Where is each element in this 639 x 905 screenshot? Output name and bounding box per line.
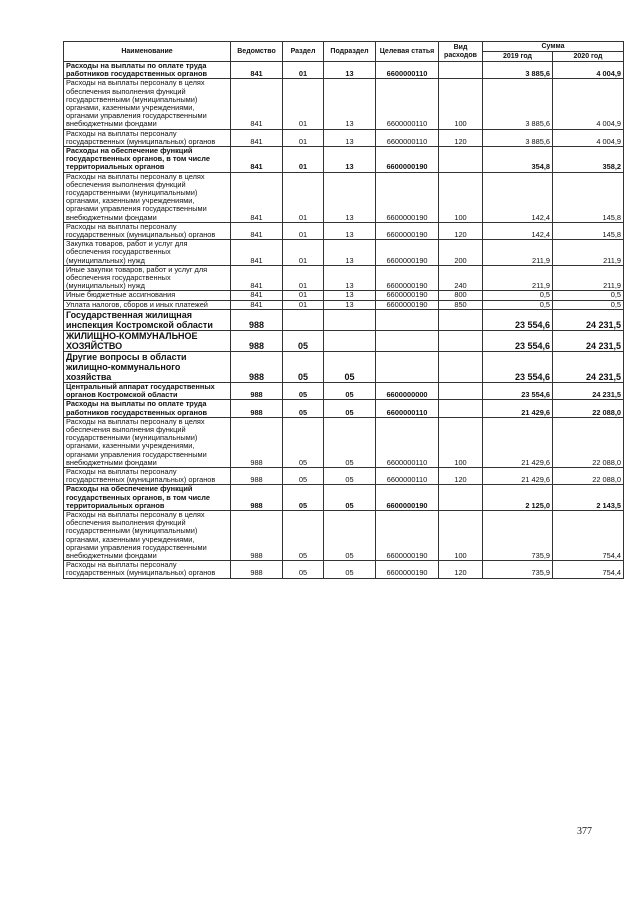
table-row (64, 265, 624, 291)
header-section: Раздел (283, 42, 324, 62)
row-article: 6600000190 (376, 510, 439, 560)
table-row (64, 309, 624, 330)
table-row (64, 417, 624, 467)
row-kind: 100 (439, 79, 483, 129)
row-dept: 988 (231, 330, 283, 351)
row-article: 6600000190 (376, 172, 439, 222)
row-article: 6600000190 (376, 147, 439, 173)
row-sum-2019: 21 429,6 (483, 400, 553, 417)
row-section: 01 (283, 222, 324, 239)
row-section: 05 (283, 485, 324, 511)
row-article: 6600000190 (376, 265, 439, 291)
row-kind: 120 (439, 467, 483, 484)
row-kind (439, 330, 483, 351)
row-kind: 100 (439, 172, 483, 222)
row-sum-2019: 3 885,6 (483, 79, 553, 129)
row-sum-2020: 4 004,9 (553, 79, 624, 129)
row-name: Расходы на выплаты персоналу в целях обеспечения выполнения функций государственными (муниципальными) органами, казенными учреждениями, органами управления государственными внебюджетными фондами (64, 510, 231, 560)
row-sum-2020: 145,8 (553, 222, 624, 239)
row-subsection: 05 (324, 467, 376, 484)
row-dept: 988 (231, 400, 283, 417)
table-row (64, 79, 624, 129)
row-subsection: 05 (324, 561, 376, 578)
header-subsection: Подраздел (324, 42, 376, 62)
row-dept: 988 (231, 467, 283, 484)
row-section: 05 (283, 330, 324, 351)
row-subsection: 13 (324, 240, 376, 266)
row-subsection (324, 309, 376, 330)
row-dept: 988 (231, 309, 283, 330)
row-section: 01 (283, 300, 324, 309)
row-section: 01 (283, 129, 324, 146)
row-name: ЖИЛИЩНО-КОММУНАЛЬНОЕ ХОЗЯЙСТВО (64, 330, 231, 351)
row-section: 01 (283, 147, 324, 173)
row-sum-2020: 2 143,5 (553, 485, 624, 511)
row-sum-2020: 211,9 (553, 265, 624, 291)
row-article: 6600000000 (376, 382, 439, 399)
row-sum-2020: 24 231,5 (553, 330, 624, 351)
row-dept: 841 (231, 147, 283, 173)
row-sum-2019: 3 885,6 (483, 62, 553, 79)
row-sum-2019: 21 429,6 (483, 467, 553, 484)
row-section: 05 (283, 382, 324, 399)
row-subsection (324, 330, 376, 351)
row-name: Расходы на выплаты персоналу в целях обеспечения выполнения функций государственными (муниципальными) органами, казенными учреждениями, органами управления государственными внебюджетными фондами (64, 172, 231, 222)
row-kind: 120 (439, 561, 483, 578)
row-section: 01 (283, 172, 324, 222)
row-sum-2019: 2 125,0 (483, 485, 553, 511)
row-kind (439, 400, 483, 417)
row-name: Расходы на выплаты персоналу в целях обеспечения выполнения функций государственными (муниципальными) органами, казенными учреждениями, органами управления государственными внебюджетными фондами (64, 417, 231, 467)
table-row (64, 147, 624, 173)
row-article: 6600000110 (376, 417, 439, 467)
row-subsection: 05 (324, 417, 376, 467)
row-subsection: 13 (324, 129, 376, 146)
row-kind: 100 (439, 417, 483, 467)
row-sum-2019: 21 429,6 (483, 417, 553, 467)
row-sum-2020: 0,5 (553, 291, 624, 300)
row-article: 6600000190 (376, 561, 439, 578)
row-subsection: 05 (324, 400, 376, 417)
row-name: Центральный аппарат государственных органов Костромской области (64, 382, 231, 399)
row-sum-2019: 23 554,6 (483, 351, 553, 382)
row-sum-2019: 0,5 (483, 291, 553, 300)
row-section: 05 (283, 467, 324, 484)
row-dept: 841 (231, 172, 283, 222)
row-sum-2020: 22 088,0 (553, 467, 624, 484)
row-sum-2020: 211,9 (553, 240, 624, 266)
row-name: Другие вопросы в области жилищно-коммунального хозяйства (64, 351, 231, 382)
row-name: Расходы на обеспечение функций государственных органов, в том числе территориальных органов (64, 485, 231, 511)
row-dept: 988 (231, 561, 283, 578)
row-section: 01 (283, 265, 324, 291)
row-section: 01 (283, 240, 324, 266)
row-kind: 200 (439, 240, 483, 266)
row-sum-2019: 23 554,6 (483, 382, 553, 399)
row-subsection: 13 (324, 79, 376, 129)
row-sum-2019: 0,5 (483, 300, 553, 309)
table-header (64, 42, 624, 62)
row-sum-2019: 354,8 (483, 147, 553, 173)
row-section: 05 (283, 561, 324, 578)
row-dept: 988 (231, 485, 283, 511)
table-row (64, 172, 624, 222)
row-name: Уплата налогов, сборов и иных платежей (64, 300, 231, 309)
header-name: Наименование (64, 42, 231, 62)
row-sum-2020: 145,8 (553, 172, 624, 222)
row-sum-2020: 4 004,9 (553, 62, 624, 79)
row-subsection: 05 (324, 485, 376, 511)
row-dept: 841 (231, 265, 283, 291)
table-row (64, 382, 624, 399)
row-dept: 988 (231, 382, 283, 399)
table-row (64, 222, 624, 239)
row-dept: 841 (231, 300, 283, 309)
row-name: Закупка товаров, работ и услуг для обеспечения государственных (муниципальных) нужд (64, 240, 231, 266)
row-sum-2019: 142,4 (483, 172, 553, 222)
row-sum-2020: 24 231,5 (553, 309, 624, 330)
row-sum-2020: 22 088,0 (553, 400, 624, 417)
row-name: Расходы на выплаты персоналу государственных (муниципальных) органов (64, 467, 231, 484)
row-name: Иные бюджетные ассигнования (64, 291, 231, 300)
row-article (376, 309, 439, 330)
row-section: 05 (283, 351, 324, 382)
row-name: Расходы на обеспечение функций государственных органов, в том числе территориальных органов (64, 147, 231, 173)
row-article (376, 330, 439, 351)
row-sum-2019: 735,9 (483, 561, 553, 578)
table-row (64, 510, 624, 560)
row-sum-2019: 142,4 (483, 222, 553, 239)
row-kind (439, 309, 483, 330)
row-section: 01 (283, 62, 324, 79)
header-sum: Сумма (483, 42, 624, 52)
row-kind: 850 (439, 300, 483, 309)
row-dept: 841 (231, 291, 283, 300)
row-section: 01 (283, 291, 324, 300)
row-subsection: 13 (324, 291, 376, 300)
row-sum-2019: 735,9 (483, 510, 553, 560)
row-section: 05 (283, 400, 324, 417)
table-row (64, 330, 624, 351)
row-article: 6600000190 (376, 222, 439, 239)
row-subsection: 13 (324, 300, 376, 309)
row-sum-2019: 3 885,6 (483, 129, 553, 146)
row-sum-2020: 358,2 (553, 147, 624, 173)
table-row (64, 62, 624, 79)
row-kind (439, 382, 483, 399)
table-row (64, 561, 624, 578)
row-sum-2019: 211,9 (483, 240, 553, 266)
table-row (64, 240, 624, 266)
row-name: Расходы на выплаты персоналу государственных (муниципальных) органов (64, 222, 231, 239)
row-sum-2019: 23 554,6 (483, 330, 553, 351)
row-section: 01 (283, 79, 324, 129)
row-article: 6600000190 (376, 240, 439, 266)
row-dept: 841 (231, 79, 283, 129)
row-section: 05 (283, 510, 324, 560)
row-sum-2020: 4 004,9 (553, 129, 624, 146)
row-article: 6600000110 (376, 79, 439, 129)
row-kind: 800 (439, 291, 483, 300)
row-name: Расходы на выплаты персоналу в целях обеспечения выполнения функций государственными (муниципальными) органами, казенными учреждениями, органами управления государственными внебюджетными фондами (64, 79, 231, 129)
row-dept: 841 (231, 240, 283, 266)
row-sum-2020: 754,4 (553, 561, 624, 578)
row-sum-2019: 23 554,6 (483, 309, 553, 330)
row-sum-2020: 754,4 (553, 510, 624, 560)
row-name: Расходы на выплаты персоналу государственных (муниципальных) органов (64, 129, 231, 146)
row-subsection: 05 (324, 351, 376, 382)
row-article: 6600000190 (376, 485, 439, 511)
row-kind (439, 485, 483, 511)
row-sum-2020: 22 088,0 (553, 417, 624, 467)
row-sum-2020: 24 231,5 (553, 382, 624, 399)
table-row (64, 485, 624, 511)
row-subsection: 13 (324, 62, 376, 79)
row-section (283, 309, 324, 330)
row-sum-2020: 0,5 (553, 300, 624, 309)
row-subsection: 05 (324, 510, 376, 560)
row-article: 6600000190 (376, 291, 439, 300)
row-article: 6600000110 (376, 129, 439, 146)
row-sum-2020: 24 231,5 (553, 351, 624, 382)
row-kind (439, 62, 483, 79)
row-article: 6600000110 (376, 467, 439, 484)
header-article: Целевая статья (376, 42, 439, 62)
row-kind: 240 (439, 265, 483, 291)
row-article: 6600000190 (376, 300, 439, 309)
row-dept: 841 (231, 129, 283, 146)
row-dept: 988 (231, 510, 283, 560)
row-article: 6600000110 (376, 62, 439, 79)
table-body (64, 62, 624, 579)
table-row (64, 300, 624, 309)
table-row (64, 467, 624, 484)
row-kind: 100 (439, 510, 483, 560)
row-sum-2019: 211,9 (483, 265, 553, 291)
row-section: 05 (283, 417, 324, 467)
row-name: Расходы на выплаты персоналу государственных (муниципальных) органов (64, 561, 231, 578)
row-name: Государственная жилищная инспекция Костромской области (64, 309, 231, 330)
table-row (64, 400, 624, 417)
row-dept: 988 (231, 351, 283, 382)
row-dept: 841 (231, 222, 283, 239)
row-subsection: 13 (324, 222, 376, 239)
row-subsection: 13 (324, 265, 376, 291)
row-subsection: 05 (324, 382, 376, 399)
page-number: 377 (577, 826, 592, 837)
header-year-2020: 2020 год (553, 52, 624, 62)
header-year-2019: 2019 год (483, 52, 553, 62)
row-article: 6600000110 (376, 400, 439, 417)
table-row (64, 351, 624, 382)
row-name: Расходы на выплаты по оплате труда работников государственных органов (64, 62, 231, 79)
header-kind: Вид расходов (439, 42, 483, 62)
row-dept: 841 (231, 62, 283, 79)
header-dept: Ведомство (231, 42, 283, 62)
table-row (64, 291, 624, 300)
row-dept: 988 (231, 417, 283, 467)
row-kind (439, 147, 483, 173)
budget-table (63, 41, 624, 579)
row-kind: 120 (439, 129, 483, 146)
row-name: Иные закупки товаров, работ и услуг для обеспечения государственных (муниципальных) нужд (64, 265, 231, 291)
row-article (376, 351, 439, 382)
row-kind (439, 351, 483, 382)
row-name: Расходы на выплаты по оплате труда работников государственных органов (64, 400, 231, 417)
row-kind: 120 (439, 222, 483, 239)
row-subsection: 13 (324, 172, 376, 222)
row-subsection: 13 (324, 147, 376, 173)
table-row (64, 129, 624, 146)
